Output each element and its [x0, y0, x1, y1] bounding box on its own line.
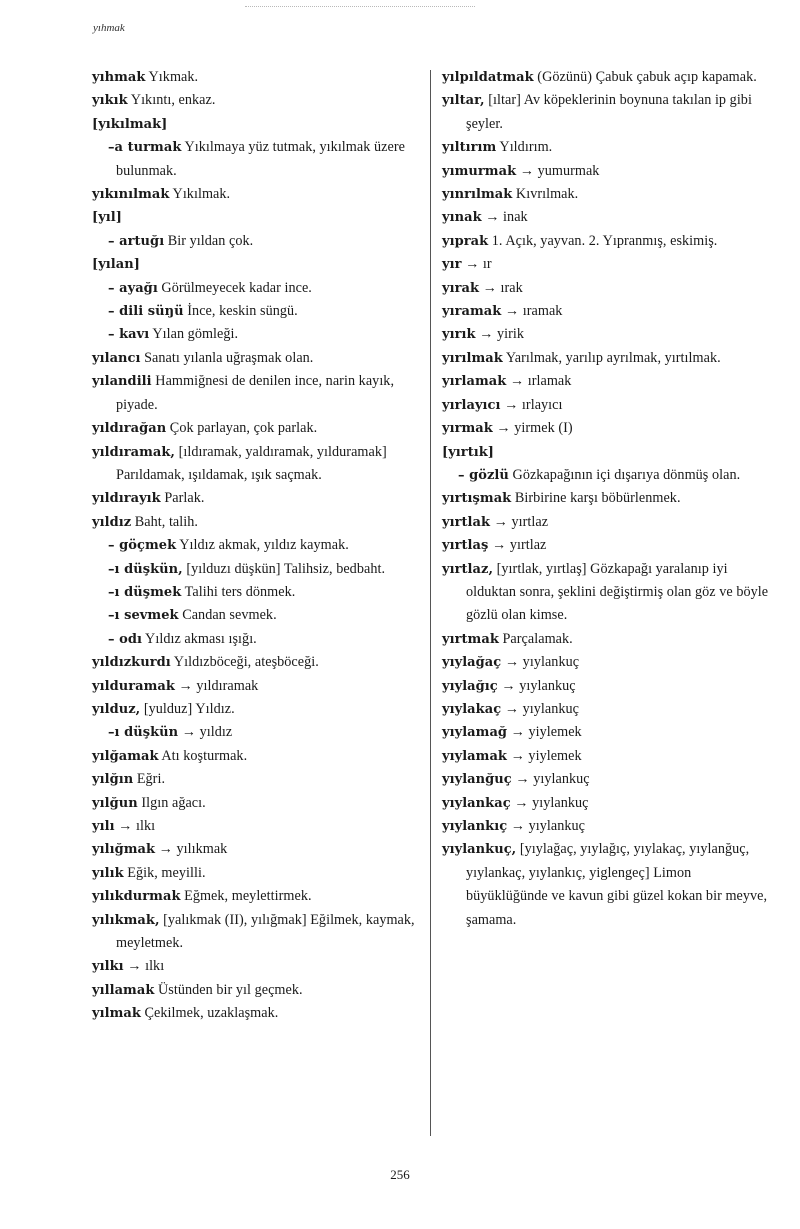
- definition: Yıkıntı, enkaz.: [127, 92, 216, 109]
- definition: Birbirine karşı böbürlenmek.: [511, 490, 681, 507]
- dictionary-entry: [442, 347, 772, 370]
- dictionary-entry: [442, 323, 772, 346]
- headword: yırtlaş: [442, 538, 489, 554]
- definition: Talihi ters dönmek.: [181, 583, 296, 600]
- headword: – artuğı: [108, 233, 165, 249]
- definition: Eğmek, meylettirmek.: [180, 888, 312, 905]
- definition: → ıramak: [501, 303, 563, 320]
- headword: yıhmak: [92, 70, 146, 85]
- definition: Görülmeyecek kadar ince.: [157, 279, 312, 296]
- dictionary-entry: [92, 347, 422, 370]
- headword: yıylağıç: [442, 678, 498, 694]
- dictionary-entry: [92, 651, 422, 674]
- dictionary-entry: [92, 838, 422, 861]
- headword: yılpıldatmak: [442, 70, 534, 85]
- headword: yır: [442, 257, 462, 273]
- dictionary-entry: [442, 511, 772, 534]
- definition: Atı koşturmak.: [158, 747, 248, 764]
- dictionary-subentry: [92, 604, 422, 627]
- definition: Yıkmak.: [145, 69, 199, 85]
- dictionary-entry: [92, 955, 422, 978]
- definition: [ıltar] Av köpeklerinin boynuna takılan ip gibi şeyler.: [466, 92, 752, 132]
- headword: yıylanğuç: [442, 772, 512, 788]
- dictionary-entry: [442, 628, 772, 651]
- headword: –ı sevmek: [108, 608, 179, 624]
- dictionary-entry: [442, 675, 772, 698]
- dictionary-entry: [442, 768, 772, 791]
- definition: → yıylankuç: [501, 654, 580, 671]
- headword: yıylamak: [442, 748, 507, 764]
- definition: Bir yıldan çok.: [164, 232, 254, 249]
- headword: yıltırım: [442, 140, 497, 156]
- headword: yınrılmak: [442, 187, 513, 203]
- dictionary-entry: [92, 745, 422, 768]
- dictionary-entry: [442, 441, 772, 464]
- dictionary-entry: [92, 66, 422, 89]
- dictionary-entry: [442, 160, 772, 183]
- definition: Eğri.: [133, 771, 166, 788]
- dictionary-subentry: [442, 464, 772, 487]
- dictionary-subentry: [92, 581, 422, 604]
- definition: Yıldız akması ışığı.: [141, 630, 257, 647]
- dictionary-entry: [92, 511, 422, 534]
- definition: Üstünden bir yıl geçmek.: [154, 981, 303, 998]
- dictionary-entry: [442, 651, 772, 674]
- dictionary-entry: [92, 792, 422, 815]
- headword: – kavı: [108, 327, 150, 343]
- definition: Yarılmak, yarılıp ayrılmak, yırtılmak.: [502, 349, 721, 366]
- headword: yırtlak: [442, 514, 491, 530]
- headword: [yılan]: [92, 257, 140, 273]
- definition: → inak: [481, 209, 528, 226]
- headword: yılmak: [92, 1006, 141, 1022]
- definition: → yumurmak: [516, 162, 600, 179]
- dictionary-entry: [442, 206, 772, 229]
- definition: → ırlamak: [506, 373, 572, 390]
- dictionary-entry: [442, 815, 772, 838]
- headword: yılkı: [92, 959, 124, 975]
- dictionary-entry: [92, 441, 422, 488]
- headword: yılancı: [92, 350, 141, 366]
- dictionary-entry: [92, 815, 422, 838]
- dictionary-subentry: [92, 323, 422, 346]
- definition: Gözkapağının içi dışarıya dönmüş olan.: [508, 466, 741, 483]
- headword: yıylankıç: [442, 819, 508, 834]
- definition: Yıkılmaya yüz tutmak, yıkılmak üzere bulunmak.: [116, 139, 405, 179]
- dictionary-entry: [92, 1002, 422, 1025]
- definition: Parlak.: [160, 490, 205, 507]
- headword: – göçmek: [108, 538, 177, 554]
- headword: yıramak: [442, 304, 502, 320]
- headword: yıylakaç: [442, 701, 502, 717]
- dictionary-entry: [442, 745, 772, 768]
- definition: [yulduz] Yıldız.: [140, 700, 235, 717]
- definition: Candan sevmek.: [178, 607, 277, 624]
- definition: Yıkılmak.: [169, 186, 231, 203]
- definition: Baht, talih.: [131, 513, 199, 530]
- definition: → yıldıramak: [174, 677, 259, 694]
- dictionary-entry: [442, 370, 772, 393]
- dictionary-entry: [442, 300, 772, 323]
- dictionary-subentry: [92, 230, 422, 253]
- definition: Kıvrılmak.: [512, 186, 579, 203]
- dictionary-entry: [442, 417, 772, 440]
- definition: → yıylankuç: [507, 818, 585, 834]
- definition: 1. Açık, yayvan. 2. Yıpranmış, eskimiş.: [488, 232, 718, 249]
- dictionary-subentry: [92, 136, 422, 183]
- dictionary-entry: [442, 698, 772, 721]
- dictionary-entry: [442, 558, 772, 628]
- definition: → ılkı: [123, 958, 165, 975]
- definition: Parçalamak.: [498, 630, 573, 647]
- headword: yıylankaç: [442, 795, 511, 811]
- headword: yıprak: [442, 233, 489, 249]
- dictionary-entry: [92, 885, 422, 908]
- definition: Yıldız akmak, yıldız kaymak.: [176, 537, 349, 554]
- page-number: 256: [390, 1167, 410, 1182]
- headword: yılğamak: [92, 748, 159, 764]
- definition: (Gözünü) Çabuk çabuk açıp kapamak.: [533, 69, 757, 85]
- headword: yılduz,: [92, 701, 141, 717]
- definition: [yılduzı düşkün] Talihsiz, bedbaht.: [182, 560, 386, 577]
- definition: → ır: [461, 256, 492, 273]
- definition: Eğik, meyilli.: [123, 864, 206, 881]
- definition: [yıylağaç, yıylağıç, yıylakaç, yıylanğuç, yıylankaç, yıylankıç, yiglengeç] Limon büyüklüğünde ve kavun gibi güzel kokan bir meyve, şamama.: [466, 841, 768, 928]
- definition: [yalıkmak (II), yılığmak] Eğilmek, kaymak, meyletmek.: [116, 911, 415, 952]
- definition: → yıylankuç: [501, 700, 579, 717]
- headword: yıldırayık: [92, 491, 161, 507]
- headword: – odı: [108, 631, 142, 647]
- dictionary-entry: [442, 838, 772, 932]
- headword: yıylamağ: [442, 725, 508, 741]
- definition: İnce, keskin süngü.: [183, 303, 298, 320]
- dictionary-entry: [92, 253, 422, 276]
- headword: yırlayıcı: [442, 397, 501, 413]
- dictionary-entry: [442, 277, 772, 300]
- dictionary-entry: [92, 183, 422, 206]
- definition: → yılıkmak: [155, 841, 228, 858]
- dictionary-entry: [442, 534, 772, 557]
- headword: yılandili: [92, 374, 152, 390]
- dictionary-entry: [442, 253, 772, 276]
- definition: Yıldızböceği, ateşböceği.: [170, 654, 319, 671]
- headword: yıkık: [92, 93, 128, 109]
- dictionary-subentry: [92, 534, 422, 557]
- headword: –ı düşmek: [108, 584, 182, 600]
- dictionary-subentry: [92, 628, 422, 651]
- headword: yılıkmak,: [92, 912, 160, 928]
- definition: Çok parlayan, çok parlak.: [166, 420, 318, 437]
- headword: yılğun: [92, 795, 138, 811]
- headword: yıldıramak,: [92, 444, 175, 460]
- headword: yınak: [442, 210, 482, 226]
- headword: – dili süŋü: [108, 304, 184, 320]
- headword: yılık: [92, 865, 124, 881]
- dictionary-subentry: [92, 721, 422, 744]
- headword: yırak: [442, 280, 480, 296]
- headword: yımurmak: [442, 163, 517, 179]
- headword: yılduramak: [92, 678, 175, 694]
- headword: yıldırağan: [92, 421, 167, 437]
- right-column: [442, 66, 772, 932]
- dictionary-entry: [92, 89, 422, 112]
- dictionary-entry: [92, 698, 422, 721]
- definition: → ılkı: [114, 818, 156, 834]
- dictionary-entry: [92, 862, 422, 885]
- dictionary-entry: [442, 487, 772, 510]
- headword: [yıkılmak]: [92, 116, 168, 132]
- dictionary-entry: [442, 89, 772, 136]
- headword: yıkınılmak: [92, 187, 170, 203]
- dictionary-subentry: [92, 277, 422, 300]
- dictionary-entry: [92, 768, 422, 791]
- headword: –ı düşkün,: [108, 561, 183, 577]
- column-divider: [430, 70, 431, 1136]
- definition: Yıldırım.: [496, 139, 553, 156]
- dictionary-entry: [442, 183, 772, 206]
- dictionary-entry: [92, 675, 422, 698]
- definition: Çekilmek, uzaklaşmak.: [140, 1005, 279, 1022]
- headword: – gözlü: [458, 467, 509, 483]
- headword: yılıkdurmak: [92, 889, 181, 905]
- dictionary-entry: [442, 792, 772, 815]
- headword: yırtışmak: [442, 491, 512, 507]
- dictionary-entry: [92, 417, 422, 440]
- headword: – ayağı: [108, 280, 158, 296]
- headword: yıltar,: [442, 93, 485, 109]
- dictionary-entry: [92, 909, 422, 956]
- definition: Hammiğnesi de denilen ince, narin kayık, piyade.: [116, 373, 395, 413]
- dictionary-entry: [92, 113, 422, 136]
- definition: → yıylankuç: [511, 771, 590, 788]
- definition: → yıylankuç: [497, 677, 576, 694]
- headword: yılğın: [92, 772, 134, 788]
- definition: → yırtlaz: [488, 537, 547, 554]
- headword: –a turmak: [108, 140, 182, 156]
- headword: yırık: [442, 327, 476, 343]
- definition: Ilgın ağacı.: [137, 794, 206, 811]
- headword: yırtlaz,: [442, 561, 494, 577]
- dictionary-entry: [92, 979, 422, 1002]
- dictionary-entry: [92, 487, 422, 510]
- dictionary-subentry: [92, 558, 422, 581]
- definition: → yıldız: [178, 724, 233, 741]
- headword: –ı düşkün: [108, 725, 179, 741]
- definition: → yıylankuç: [510, 794, 589, 811]
- dictionary-entry: [92, 206, 422, 229]
- definition: → yirik: [475, 326, 525, 343]
- dictionary-subentry: [92, 300, 422, 323]
- left-column: [92, 66, 422, 1026]
- definition: → yirmek (I): [492, 420, 573, 437]
- dictionary-entry: [442, 394, 772, 417]
- definition: → yiylemek: [507, 724, 582, 741]
- headword: yırtmak: [442, 631, 499, 647]
- headword: [yırtık]: [442, 444, 494, 460]
- headword: yırmak: [442, 421, 493, 437]
- headword: yıylankuç,: [442, 842, 517, 858]
- headword: yıylağaç: [442, 655, 502, 671]
- headword: yılığmak: [92, 842, 156, 858]
- scan-artifact: [245, 6, 475, 10]
- dictionary-entry: [442, 230, 772, 253]
- headword: yıllamak: [92, 982, 155, 998]
- dictionary-entry: [442, 136, 772, 159]
- dictionary-entry: [442, 66, 772, 89]
- headword: yıldızkurdı: [92, 655, 171, 671]
- definition: → yırtlaz: [490, 513, 549, 530]
- running-head: yıhmak: [93, 22, 125, 34]
- definition: Sanatı yılanla uğraşmak olan.: [140, 349, 314, 366]
- headword: [yıl]: [92, 210, 122, 226]
- dictionary-entry: [442, 721, 772, 744]
- definition: [yırtlak, yırtlaş] Gözkapağı yaralanıp iyi olduktan sonra, şeklini değiştirmiş olan göz ve böyle gözlü olan kimse.: [466, 560, 769, 624]
- headword: yıldız: [92, 514, 132, 530]
- definition: → ırak: [479, 279, 523, 296]
- headword: yırlamak: [442, 374, 507, 390]
- definition: → ırlayıcı: [500, 396, 563, 413]
- definition: → yiylemek: [507, 747, 582, 764]
- dictionary-entry: [92, 370, 422, 417]
- definition: Yılan gömleği.: [149, 326, 239, 343]
- definition: [ıldıramak, yaldıramak, yılduramak] Parıldamak, ışıldamak, ışık saçmak.: [116, 443, 387, 483]
- headword: yılı: [92, 819, 115, 834]
- headword: yırılmak: [442, 350, 503, 366]
